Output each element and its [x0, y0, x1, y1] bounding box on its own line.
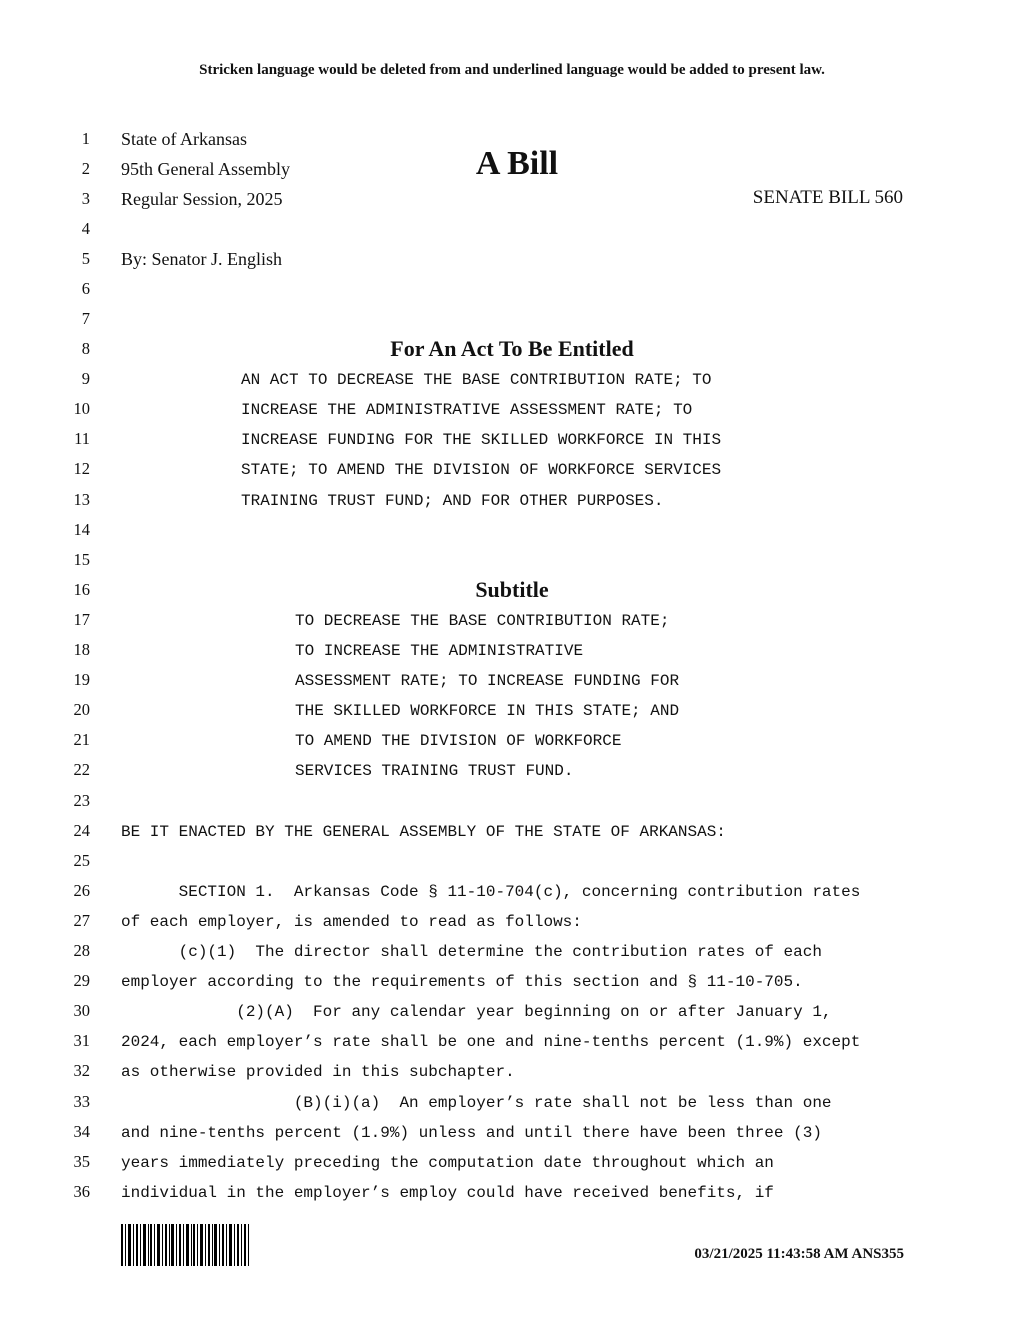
- line-number: 10: [73, 399, 90, 418]
- line-number: 8: [81, 339, 90, 358]
- line-number: 3: [81, 189, 90, 208]
- bill-number: SENATE BILL 560: [752, 187, 903, 208]
- line-number: 18: [73, 640, 90, 659]
- general-assembly: 95th General Assembly: [121, 159, 290, 179]
- barcode-icon: [121, 1224, 249, 1266]
- line-number: 34: [73, 1122, 90, 1141]
- line-number: 22: [73, 760, 90, 779]
- body-line: (2)(A) For any calendar year beginning on or after January 1,: [121, 1003, 832, 1021]
- act-title-line: INCREASE THE ADMINISTRATIVE ASSESSMENT RATE; TO: [241, 401, 693, 419]
- line-number: 6: [81, 279, 90, 298]
- body-line: 2024, each employer’s rate shall be one and nine-tenths percent (1.9%) except: [121, 1033, 861, 1051]
- line-number: 28: [73, 941, 90, 960]
- document-type-title: A Bill: [475, 145, 559, 182]
- subtitle-line: THE SKILLED WORKFORCE IN THIS STATE; AND: [295, 702, 680, 720]
- act-title-line: TRAINING TRUST FUND; AND FOR OTHER PURPOSES.: [241, 492, 664, 510]
- sponsor: By: Senator J. English: [121, 249, 282, 269]
- act-title-heading: For An Act To Be Entitled: [390, 336, 634, 361]
- state-name: State of Arkansas: [121, 129, 247, 149]
- line-number: 20: [73, 700, 90, 719]
- line-number: 21: [73, 730, 90, 749]
- subtitle-line: SERVICES TRAINING TRUST FUND.: [295, 762, 574, 780]
- act-title-line: AN ACT TO DECREASE THE BASE CONTRIBUTION RATE; TO: [241, 371, 712, 389]
- line-number: 24: [73, 821, 90, 840]
- line-number: 30: [73, 1001, 90, 1020]
- body-line: (c)(1) The director shall determine the contribution rates of each: [121, 943, 822, 961]
- body-line: SECTION 1. Arkansas Code § 11-10-704(c), concerning contribution rates: [121, 883, 861, 901]
- line-number: 17: [73, 610, 90, 629]
- line-number: 1: [81, 129, 90, 148]
- stricken-language-notice: Stricken language would be deleted from and underlined language would be added to present law.: [199, 62, 825, 78]
- body-line: of each employer, is amended to read as follows:: [121, 913, 582, 931]
- line-number: 36: [73, 1182, 90, 1201]
- body-line: and nine-tenths percent (1.9%) unless and until there have been three (3): [121, 1124, 822, 1142]
- body-line: years immediately preceding the computation date throughout which an: [121, 1154, 774, 1172]
- line-number: 32: [73, 1061, 90, 1080]
- act-title-line: STATE; TO AMEND THE DIVISION OF WORKFORCE SERVICES: [241, 461, 722, 479]
- line-number: 4: [81, 219, 90, 238]
- body-line: (B)(i)(a) An employer’s rate shall not be less than one: [121, 1094, 832, 1112]
- line-number: 35: [73, 1152, 90, 1171]
- line-number: 31: [73, 1031, 90, 1050]
- line-number: 29: [73, 971, 90, 990]
- line-number: 15: [73, 550, 90, 569]
- line-number: 33: [73, 1092, 90, 1111]
- enacting-clause: BE IT ENACTED BY THE GENERAL ASSEMBLY OF THE STATE OF ARKANSAS:: [121, 823, 726, 841]
- act-title-line: INCREASE FUNDING FOR THE SKILLED WORKFORCE IN THIS: [241, 431, 722, 449]
- line-number: 2: [81, 159, 90, 178]
- line-number: 13: [73, 490, 90, 509]
- line-number: 9: [81, 369, 90, 388]
- line-number: 11: [74, 429, 90, 448]
- line-number: 19: [73, 670, 90, 689]
- line-number: 5: [81, 249, 90, 268]
- document-timestamp: 03/21/2025 11:43:58 AM ANS355: [694, 1246, 904, 1262]
- subtitle-heading: Subtitle: [475, 577, 549, 602]
- line-number: 16: [73, 580, 90, 599]
- session: Regular Session, 2025: [121, 189, 283, 209]
- subtitle-line: TO DECREASE THE BASE CONTRIBUTION RATE;: [295, 612, 670, 630]
- line-number: 7: [81, 309, 90, 328]
- line-number: 23: [73, 791, 90, 810]
- body-line: individual in the employer’s employ could have received benefits, if: [121, 1184, 774, 1202]
- line-number: 12: [73, 459, 90, 478]
- body-line: employer according to the requirements of this section and § 11-10-705.: [121, 973, 803, 991]
- subtitle-line: ASSESSMENT RATE; TO INCREASE FUNDING FOR: [295, 672, 680, 690]
- line-number: 26: [73, 881, 90, 900]
- subtitle-line: TO INCREASE THE ADMINISTRATIVE: [295, 642, 584, 660]
- body-line: as otherwise provided in this subchapter.: [121, 1063, 515, 1081]
- line-number: 25: [73, 851, 90, 870]
- line-number: 27: [73, 911, 90, 930]
- line-number: 14: [73, 520, 90, 539]
- subtitle-line: TO AMEND THE DIVISION OF WORKFORCE: [295, 732, 622, 750]
